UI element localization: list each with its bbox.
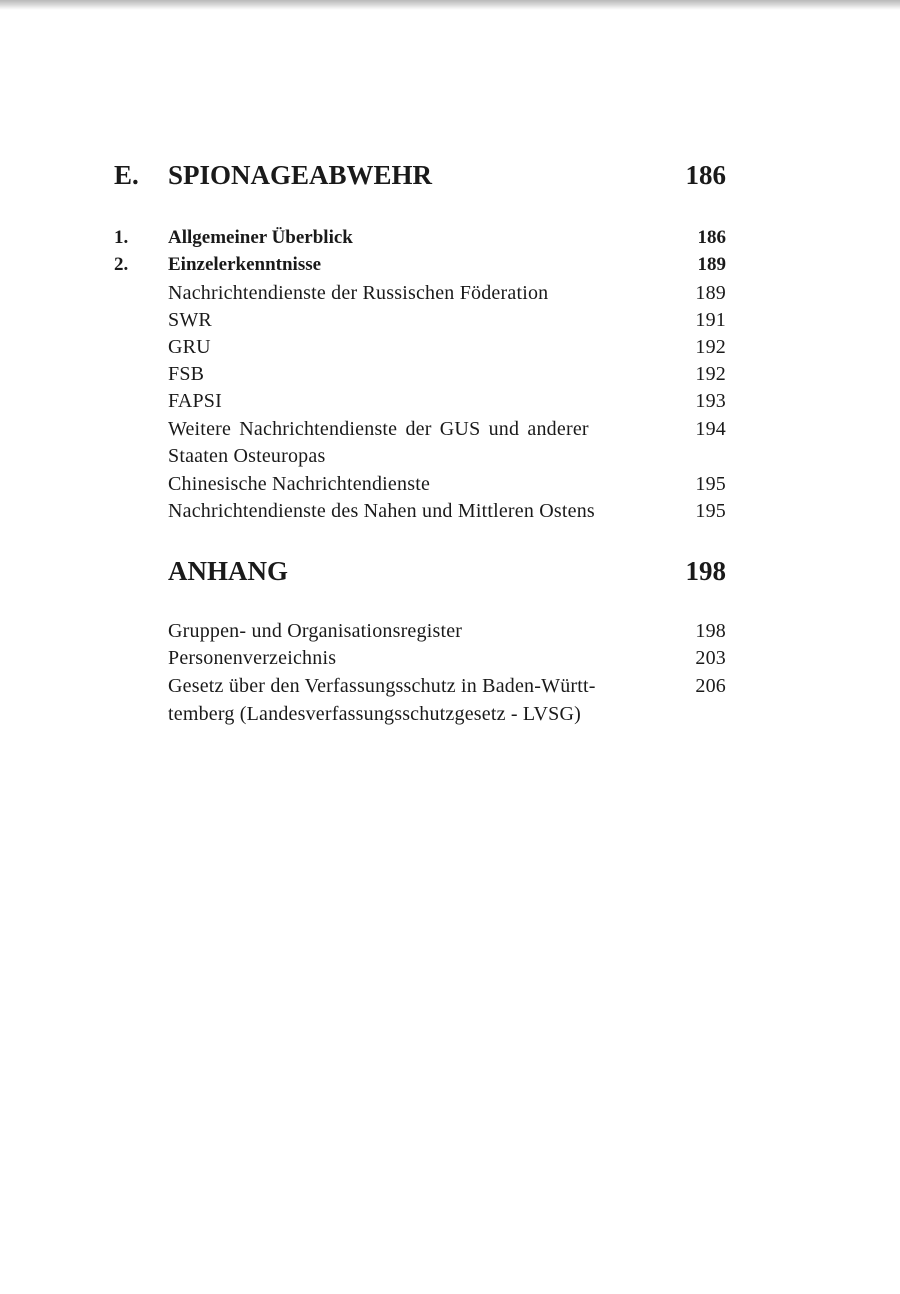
appendix-title: ANHANG [168,556,288,586]
subentry-page-number: 193 [695,390,726,412]
section-title: SPIONAGEABWEHR [168,160,433,190]
section-letter: E. [114,160,139,190]
appendix-entry-page-number: 203 [695,647,726,669]
subentry-title-line1: Weitere Nachrichtendienste der GUS und anderer [168,418,589,440]
subentry-page-number: 195 [695,473,726,495]
subentry-page-number: 189 [695,282,726,304]
subentry-page-number: 191 [695,309,726,331]
subentry-title: GRU [168,336,211,358]
entry-title: Allgemeiner Überblick [168,227,353,248]
section-page-number: 186 [685,160,726,190]
entry-page-number: 186 [697,227,726,248]
subentry-title: FSB [168,363,205,385]
subentry-page-number: 192 [695,363,726,385]
appendix-entry-title: Personenverzeichnis [168,647,337,669]
entry-number: 2. [114,254,129,275]
appendix-entry-page-number: 198 [695,620,726,642]
appendix-page-number: 198 [685,556,726,586]
appendix-entry-title: Gruppen- und Organisationsregister [168,620,463,642]
subentry-title: Nachrichtendienste des Nahen und Mittleren Ostens [168,500,595,522]
entry-page-number: 189 [697,254,726,275]
subentry-title-line2: Staaten Osteuropas [168,445,326,467]
entry-number: 1. [114,227,129,248]
subentry-title: Nachrichtendienste der Russischen Föderation [168,282,549,304]
appendix-entry-page-number: 206 [695,675,726,697]
subentry-page-number: 195 [695,500,726,522]
appendix-entry-title-line1: Gesetz über den Verfassungsschutz in Baden-Württ- [168,675,596,697]
subentry-page-number: 194 [695,418,726,440]
entry-title: Einzelerkenntnisse [168,254,322,275]
subentry-page-number: 192 [695,336,726,358]
subentry-title: SWR [168,309,212,331]
subentry-title: FAPSI [168,390,222,412]
subentry-title: Chinesische Nachrichtendienste [168,473,431,495]
appendix-entry-title-line2: temberg (Landesverfassungsschutzgesetz - LVSG) [168,703,581,725]
